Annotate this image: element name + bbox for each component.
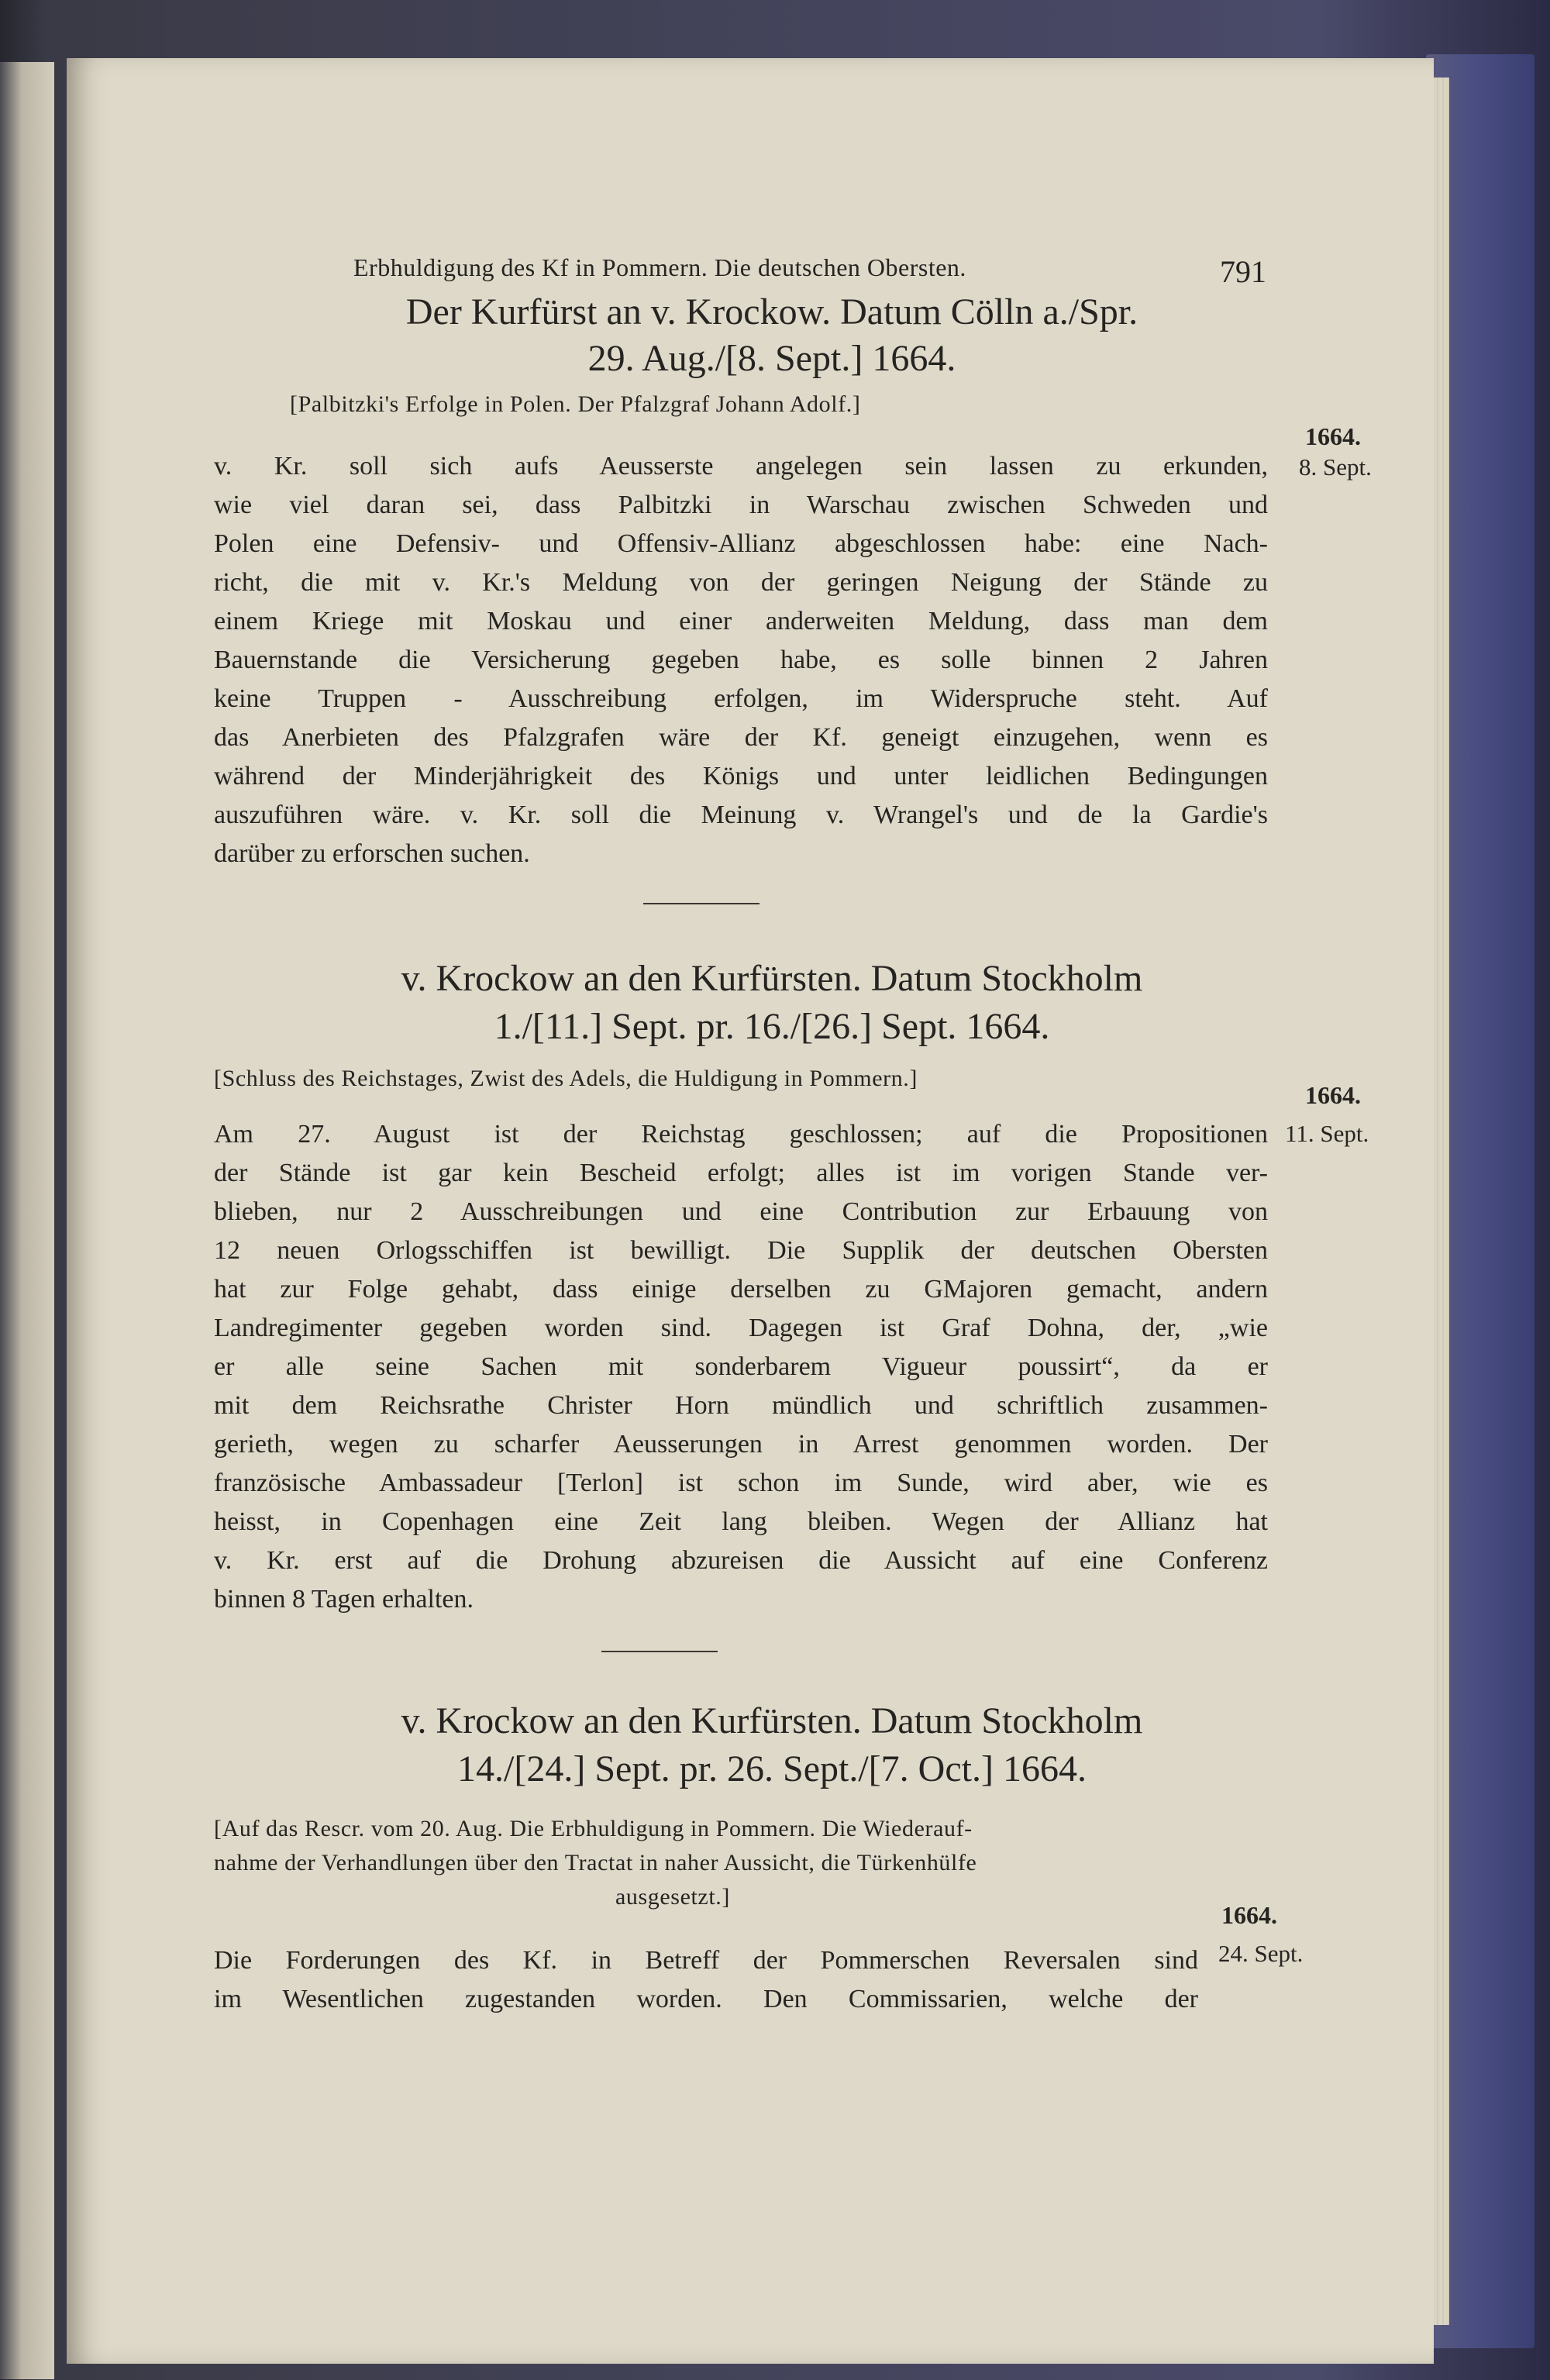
- section-summary: [Schluss des Reichstages, Zwist des Adels, die Huldigung in Pommern.]: [214, 1066, 918, 1091]
- margin-date: 8. Sept.: [1299, 453, 1372, 480]
- body-line: binnen 8 Tagen erhalten.: [214, 1585, 474, 1614]
- section-title-line-1: Der Kurfürst an v. Krockow. Datum Cölln a./Spr.: [405, 291, 1138, 332]
- section-title-line-2: 29. Aug./[8. Sept.] 1664.: [587, 338, 956, 379]
- body-line: keine Truppen - Ausschreibung erfolgen, im Widerspruche steht. Auf: [214, 684, 1268, 713]
- running-title: Erbhuldigung des Kf in Pommern. Die deutschen Obersten.: [353, 253, 966, 281]
- section-summary-line: [Auf das Rescr. vom 20. Aug. Die Erbhuldigung in Pommern. Die Wiederauf-: [214, 1816, 973, 1841]
- facing-page-edge: [0, 62, 54, 2379]
- body-line: er alle seine Sachen mit sonderbarem Vigueur poussirt“, da er: [214, 1352, 1268, 1381]
- margin-date: 11. Sept.: [1285, 1120, 1369, 1147]
- body-line: Landregimenter gegeben worden sind. Dagegen ist Graf Dohna, der, „wie: [214, 1314, 1268, 1342]
- body-line: Am 27. August ist der Reichstag geschlossen; auf die Propositionen: [214, 1120, 1268, 1149]
- margin-year: 1664.: [1305, 422, 1361, 450]
- section-title-line-1: v. Krockow an den Kurfürsten. Datum Stockholm: [401, 1700, 1143, 1741]
- body-line: 12 neuen Orlogsschiffen ist bewilligt. Die Supplik der deutschen Obersten: [214, 1236, 1268, 1265]
- body-line: im Wesentlichen zugestanden worden. Den Commissarien, welche der: [214, 1985, 1198, 2013]
- body-line: Die Forderungen des Kf. in Betreff der Pommerschen Reversalen sind: [214, 1946, 1198, 1975]
- body-line: wie viel daran sei, dass Palbitzki in Warschau zwischen Schweden und: [214, 491, 1268, 519]
- body-line: auszuführen wäre. v. Kr. soll die Meinung v. Wrangel's und de la Gardie's: [214, 801, 1268, 829]
- body-line: während der Minderjährigkeit des Königs und unter leidlichen Bedingungen: [214, 762, 1268, 790]
- body-line: der Stände ist gar kein Bescheid erfolgt; alles ist im vorigen Stande ver-: [214, 1159, 1268, 1187]
- body-line: blieben, nur 2 Ausschreibungen und eine Contribution zur Erbauung von: [214, 1197, 1268, 1226]
- body-line: darüber zu erforschen suchen.: [214, 839, 530, 868]
- section-title-line-1: v. Krockow an den Kurfürsten. Datum Stockholm: [401, 958, 1143, 999]
- body-line: heisst, in Copenhagen eine Zeit lang bleiben. Wegen der Allianz hat: [214, 1507, 1268, 1536]
- body-line: einem Kriege mit Moskau und einer anderweiten Meldung, dass man dem: [214, 607, 1268, 635]
- body-line: v. Kr. soll sich aufs Aeusserste angelegen sein lassen zu erkunden,: [214, 452, 1268, 480]
- body-line: richt, die mit v. Kr.'s Meldung von der geringen Neigung der Stände zu: [214, 568, 1268, 597]
- body-line: das Anerbieten des Pfalzgrafen wäre der Kf. geneigt einzugehen, wenn es: [214, 723, 1268, 752]
- section-summary-line: ausgesetzt.]: [615, 1884, 730, 1910]
- body-line: mit dem Reichsrathe Christer Horn mündlich und schriftlich zusammen-: [214, 1391, 1268, 1420]
- section-title-line-2: 1./[11.] Sept. pr. 16./[26.] Sept. 1664.: [494, 1006, 1050, 1047]
- book-page: [67, 58, 1434, 2364]
- section-divider: [643, 903, 760, 904]
- section-divider: [601, 1651, 718, 1652]
- section-summary: [Palbitzki's Erfolge in Polen. Der Pfalzgraf Johann Adolf.]: [290, 391, 861, 417]
- section-title-line-2: 14./[24.] Sept. pr. 26. Sept./[7. Oct.] 1664.: [457, 1748, 1087, 1789]
- body-line: gerieth, wegen zu scharfer Aeusserungen in Arrest genommen worden. Der: [214, 1430, 1268, 1459]
- body-line: v. Kr. erst auf die Drohung abzureisen die Aussicht auf eine Conferenz: [214, 1546, 1268, 1575]
- body-line: französische Ambassadeur [Terlon] ist schon im Sunde, wird aber, wie es: [214, 1469, 1268, 1497]
- page-number: 791: [1220, 254, 1266, 289]
- body-line: hat zur Folge gehabt, dass einige derselben zu GMajoren gemacht, andern: [214, 1275, 1268, 1304]
- margin-date: 24. Sept.: [1218, 1940, 1304, 1967]
- body-line: Bauernstande die Versicherung gegeben habe, es solle binnen 2 Jahren: [214, 646, 1268, 674]
- margin-year: 1664.: [1221, 1901, 1277, 1929]
- body-line: Polen eine Defensiv- und Offensiv-Allianz abgeschlossen habe: eine Nach-: [214, 529, 1268, 558]
- section-summary-line: nahme der Verhandlungen über den Tractat in naher Aussicht, die Türkenhülfe: [214, 1850, 977, 1875]
- margin-year: 1664.: [1305, 1081, 1361, 1109]
